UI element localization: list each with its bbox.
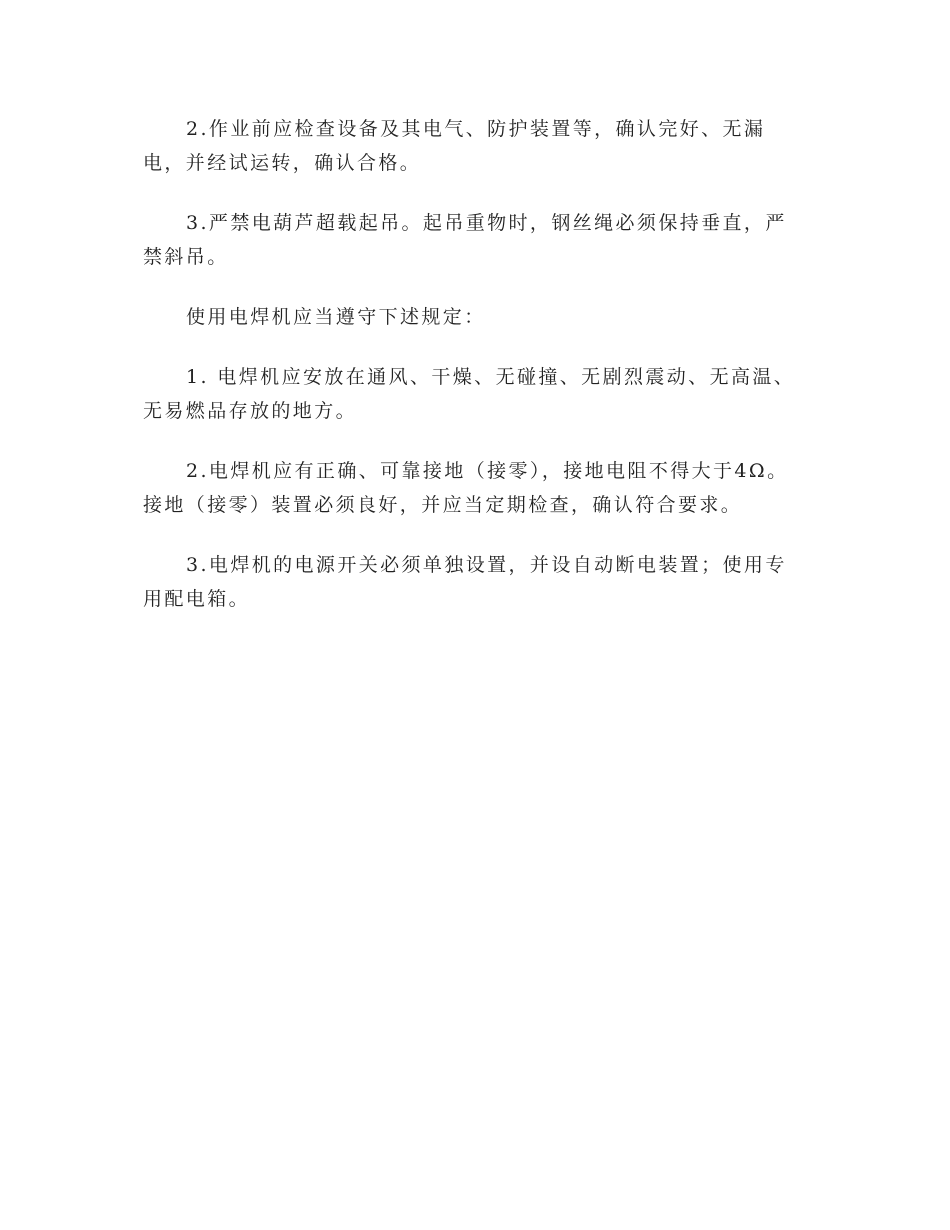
document-body xyxy=(143,112,803,642)
paragraph-welder-grounding: 2.电焊机应有正确、可靠接地（接零），接地电阻不得大于4Ω。接地（接零）装置必须良好，并应当定期检查，确认符合要求。 xyxy=(143,460,789,516)
paragraph-hoist-overload: 3.严禁电葫芦超载起吊。起吊重物时，钢丝绳必须保持垂直，严禁斜吊。 xyxy=(143,212,787,268)
paragraph-welder-power-switch: 3.电焊机的电源开关必须单独设置，并设自动断电装置；使用专用配电箱。 xyxy=(143,554,787,610)
paragraph-welder-rules-heading: 使用电焊机应当遵守下述规定： xyxy=(186,306,486,328)
paragraph-hoist-inspection: 2.作业前应检查设备及其电气、防护装置等，确认完好、无漏电，并经试运转，确认合格。 xyxy=(143,118,766,174)
paragraph-welder-placement: 1. 电焊机应安放在通风、干燥、无碰撞、无剧烈震动、无高温、无易燃品存放的地方。 xyxy=(143,366,796,422)
